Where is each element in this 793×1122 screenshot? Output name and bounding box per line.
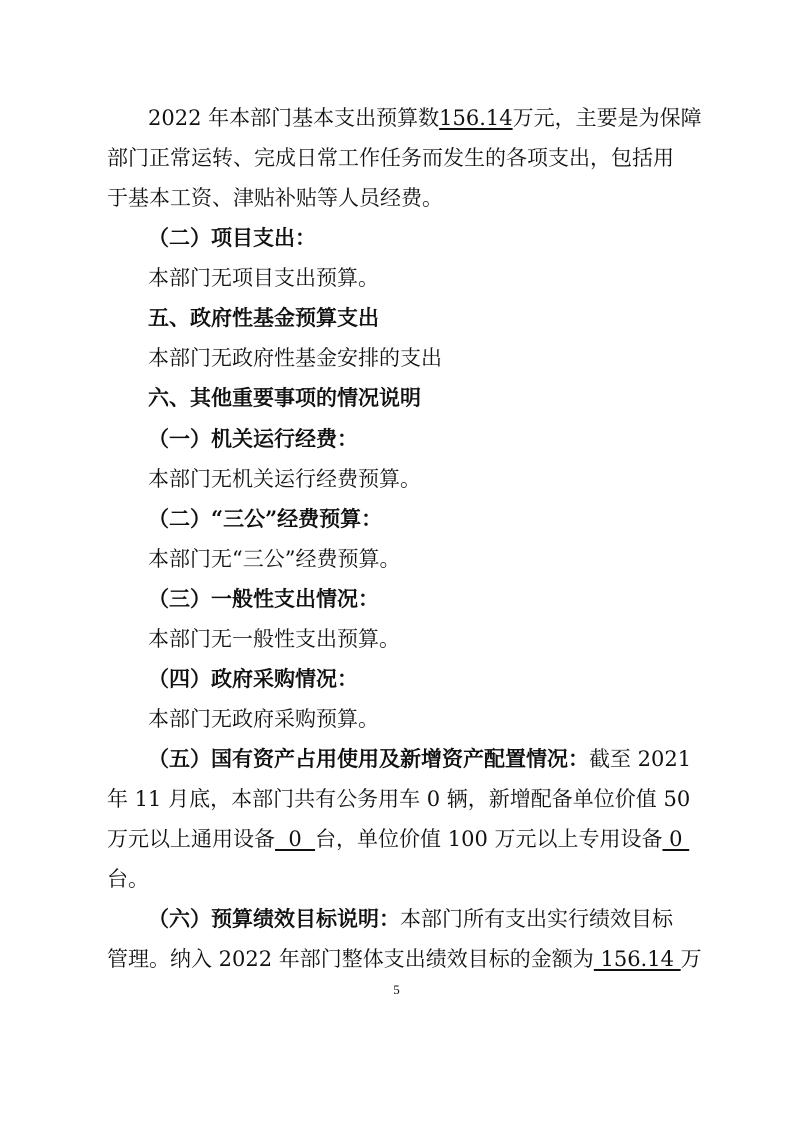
page-number: 5 bbox=[393, 982, 400, 997]
heading-performance-goals: （六）预算绩效目标说明： bbox=[148, 906, 400, 931]
heading-project-expenditure: （二）项目支出： bbox=[148, 225, 316, 250]
basic-expenditure-amount: 156.14 bbox=[439, 106, 513, 130]
heading-state-assets: （五）国有资产占用使用及新增资产配置情况： bbox=[148, 746, 589, 771]
paragraph-state-assets-line-1: （五）国有资产占用使用及新增资产配置情况：截至 2021 bbox=[148, 746, 692, 771]
heading-three-public-funds: （二）“三公”经费预算： bbox=[148, 506, 383, 531]
special-equipment-count: 0 bbox=[662, 827, 690, 851]
text-operating-costs: 本部门无机关运行经费预算。 bbox=[148, 467, 421, 491]
paragraph-basic-expenditure-line-3: 于基本工资、津贴补贴等人员经费。 bbox=[107, 186, 443, 210]
performance-amount: 156.14 bbox=[593, 947, 681, 971]
paragraph-performance-line-1: （六）预算绩效目标说明：本部门所有支出实行绩效目标 bbox=[148, 906, 673, 931]
paragraph-state-assets-line-4: 台。 bbox=[107, 867, 149, 891]
text-section-5: 本部门无政府性基金安排的支出 bbox=[148, 346, 442, 370]
text-project-expenditure: 本部门无项目支出预算。 bbox=[148, 266, 379, 290]
heading-section-5: 五、政府性基金预算支出 bbox=[148, 305, 379, 330]
paragraph-performance-line-2: 管理。纳入 2022 年部门整体支出绩效目标的金额为 156.14 万 bbox=[107, 947, 702, 971]
heading-section-6: 六、其他重要事项的情况说明 bbox=[148, 385, 421, 410]
text-government-procurement: 本部门无政府采购预算。 bbox=[148, 707, 379, 731]
heading-government-procurement: （四）政府采购情况： bbox=[148, 666, 358, 691]
text-general-expenditure: 本部门无一般性支出预算。 bbox=[148, 627, 400, 651]
general-equipment-count: 0 bbox=[275, 827, 316, 851]
paragraph-basic-expenditure-line-2: 部门正常运转、完成日常工作任务而发生的各项支出，包括用 bbox=[107, 146, 674, 170]
text-three-public-funds: 本部门无“三公”经费预算。 bbox=[148, 547, 401, 571]
heading-general-expenditure: （三）一般性支出情况： bbox=[148, 586, 379, 611]
paragraph-state-assets-line-3: 万元以上通用设备 0 台，单位价值 100 万元以上专用设备 0 bbox=[107, 827, 690, 851]
paragraph-basic-expenditure-line-1: 2022 年本部门基本支出预算数156.14万元，主要是为保障 bbox=[148, 106, 702, 130]
paragraph-state-assets-line-2: 年 11 月底，本部门共有公务用车 0 辆，新增配备单位价值 50 bbox=[107, 787, 691, 811]
heading-operating-costs: （一）机关运行经费： bbox=[148, 426, 358, 451]
